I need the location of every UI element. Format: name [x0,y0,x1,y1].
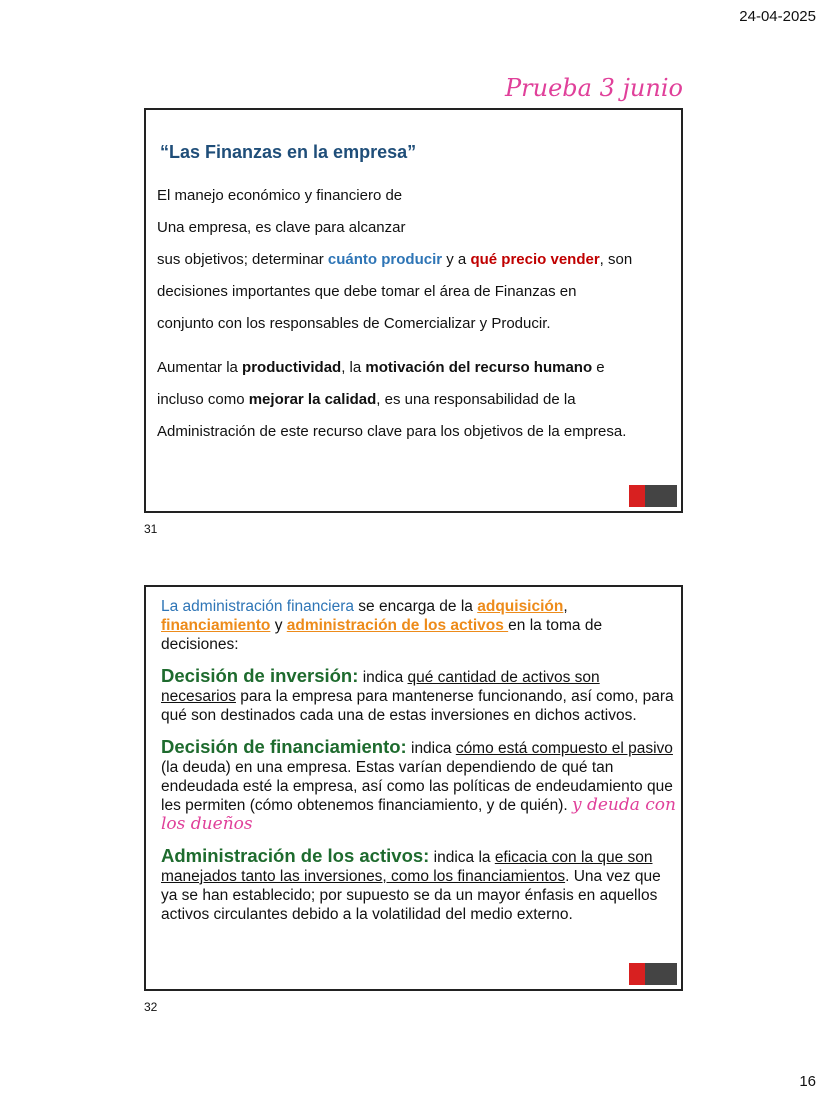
underlined-text: cómo está compuesto el pasivo [455,740,673,757]
section-heading: Decisión de financiamiento: [161,736,407,757]
bold-text: motivación del recurso humano [365,359,593,376]
slide-number: 32 [144,1000,158,1014]
highlight-text: cuánto producir [327,251,443,268]
text: . Una vez que ya se han establecido; por supuesto se da un mayor énfasis en aquellos activos circulantes debido a la volatilidad del medio externo. [161,868,661,923]
text: , la [341,359,366,376]
text: incluso como [157,391,249,408]
activos-paragraph [161,846,676,924]
highlight-text: administración de los activos [286,617,509,634]
slide-number: 31 [144,522,158,536]
slide-31 [144,108,683,513]
underlined-text: eficacia con la que son manejados tanto las inversiones, como los financiamientos [161,849,653,885]
print-date: 24-04-2025 [739,8,816,25]
text: y a [442,251,471,268]
text-line: conjunto con los responsables de Comercializar y Producir. [157,315,551,332]
intro-paragraph [161,597,676,654]
text: Aumentar la [157,359,243,376]
text-line: Administración de este recurso clave para los objetivos de la empresa. [157,423,627,440]
highlight-text: financiamiento [161,617,271,634]
slide-body [157,180,677,448]
slide-32 [144,585,683,991]
paragraph [157,352,677,448]
text-line: El manejo económico y financiero de [157,187,403,204]
text: e [592,359,605,376]
slide-body [161,597,676,936]
inversion-paragraph [161,666,676,725]
text: indica la [429,849,495,866]
bold-text: mejorar la calidad [248,391,377,408]
slide-title: “Las Finanzas en la empresa” [160,142,417,162]
text: sus objetivos; determinar [157,251,328,268]
text: , [563,598,568,615]
text: indica [406,740,456,757]
underlined-text: qué cantidad de activos son necesarios [161,669,600,705]
section-heading: Decisión de inversión: [161,665,359,686]
text: (la deuda) en una empresa. Estas varían dependiendo de qué tan endeudada esté la empresa, así como las políticas de endeudamiento que les permiten (cómo obtenemos financiamiento, y de quién). [161,759,673,814]
text-line: decisiones importantes que debe tomar el área de Finanzas en [157,283,577,300]
university-logo [629,485,677,507]
shield-icon [629,963,645,985]
page-number: 16 [799,1073,816,1090]
text: para la empresa para mantenerse funcionando, así como, para qué son destinados cada una de estas inversiones en dichos activos. [161,688,674,724]
highlight-text: qué precio vender [470,251,600,268]
bold-text: productividad [242,359,342,376]
text: se encarga de la [354,598,478,615]
handwritten-note: Prueba 3 junio [505,74,683,102]
text: y [270,617,287,634]
text: en la toma de decisiones: [161,617,603,653]
text: , son [599,251,633,268]
text: indica [358,669,408,686]
financiamiento-paragraph [161,737,676,834]
text-line [157,244,677,276]
text: La administración financiera [161,598,354,615]
text-line: Una empresa, es clave para alcanzar [157,219,406,236]
section-heading: Administración de los activos: [161,845,430,866]
handwritten-note: y deuda con los dueños [161,795,676,834]
text: , es una responsabilidad de la [376,391,576,408]
university-logo [629,963,677,985]
highlight-text: adquisición [477,598,564,615]
shield-icon [629,485,645,507]
